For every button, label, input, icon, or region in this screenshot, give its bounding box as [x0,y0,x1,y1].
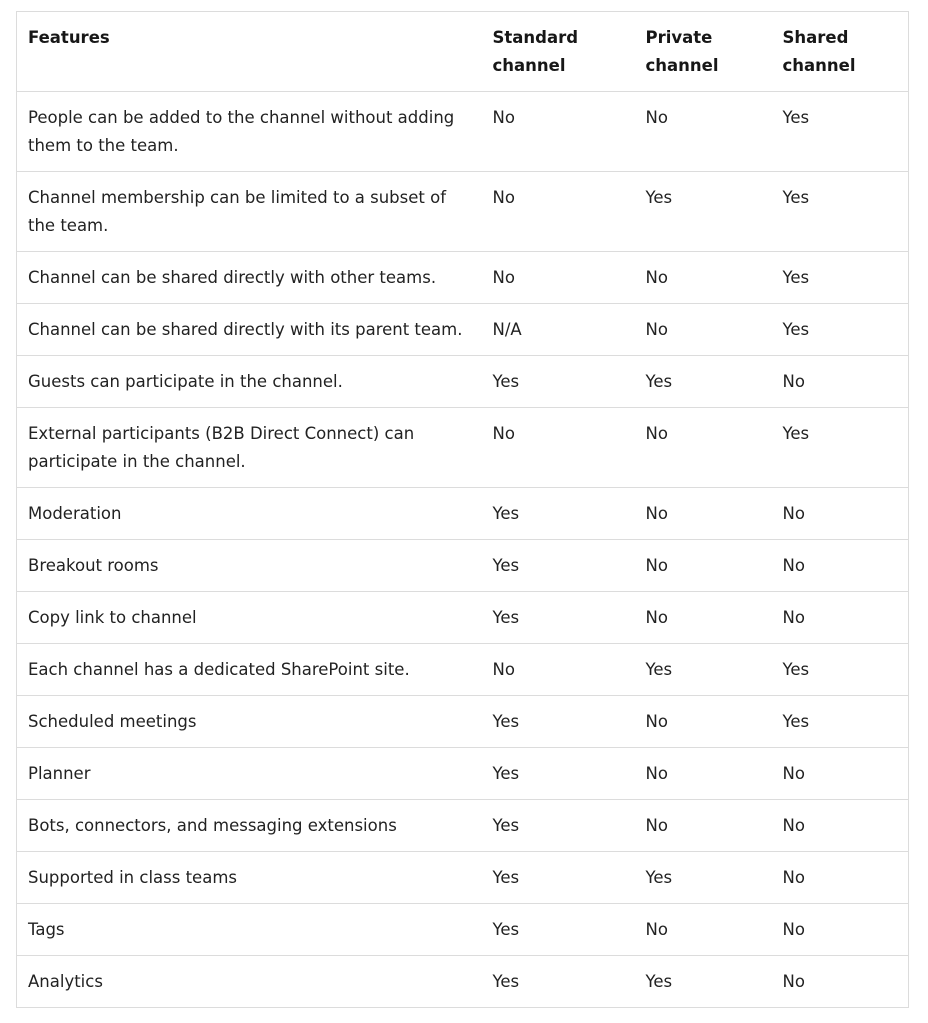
standard-channel-cell: No [482,252,635,304]
header-shared-channel: Shared channel [772,12,909,92]
shared-channel-cell: No [772,592,909,644]
feature-cell: Moderation [17,488,482,540]
shared-channel-cell: No [772,956,909,1008]
feature-cell: Channel membership can be limited to a subset of the team. [17,172,482,252]
header-row [17,12,909,92]
standard-channel-cell: Yes [482,540,635,592]
standard-channel-cell: Yes [482,800,635,852]
standard-channel-cell: No [482,644,635,696]
header-standard-channel: Standard channel [482,12,635,92]
table-row [17,356,909,408]
private-channel-cell: Yes [635,356,772,408]
table-row [17,696,909,748]
shared-channel-cell: No [772,356,909,408]
shared-channel-cell: Yes [772,304,909,356]
feature-cell: Channel can be shared directly with its parent team. [17,304,482,356]
standard-channel-cell: Yes [482,592,635,644]
table-row [17,852,909,904]
private-channel-cell: No [635,800,772,852]
private-channel-cell: No [635,408,772,488]
table-row [17,592,909,644]
feature-cell: Breakout rooms [17,540,482,592]
channel-comparison-table-wrapper [16,11,908,1008]
shared-channel-cell: No [772,748,909,800]
shared-channel-cell: No [772,852,909,904]
table-row [17,172,909,252]
feature-cell: Scheduled meetings [17,696,482,748]
table-row [17,800,909,852]
feature-cell: Channel can be shared directly with other teams. [17,252,482,304]
private-channel-cell: No [635,748,772,800]
shared-channel-cell: No [772,800,909,852]
table-row [17,748,909,800]
header-features: Features [17,12,482,92]
standard-channel-cell: No [482,172,635,252]
shared-channel-cell: No [772,540,909,592]
private-channel-cell: No [635,904,772,956]
table-row [17,644,909,696]
private-channel-cell: Yes [635,644,772,696]
shared-channel-cell: Yes [772,696,909,748]
feature-cell: Tags [17,904,482,956]
feature-cell: Supported in class teams [17,852,482,904]
table-row [17,92,909,172]
standard-channel-cell: Yes [482,904,635,956]
private-channel-cell: No [635,592,772,644]
feature-cell: External participants (B2B Direct Connect) can participate in the channel. [17,408,482,488]
standard-channel-cell: N/A [482,304,635,356]
private-channel-cell: No [635,540,772,592]
standard-channel-cell: Yes [482,956,635,1008]
private-channel-cell: Yes [635,172,772,252]
private-channel-cell: No [635,92,772,172]
table-row [17,956,909,1008]
shared-channel-cell: Yes [772,252,909,304]
table-row [17,540,909,592]
feature-cell: Copy link to channel [17,592,482,644]
standard-channel-cell: Yes [482,748,635,800]
shared-channel-cell: Yes [772,408,909,488]
table-row [17,304,909,356]
feature-cell: People can be added to the channel without adding them to the team. [17,92,482,172]
shared-channel-cell: Yes [772,644,909,696]
table-header [17,12,909,92]
private-channel-cell: No [635,304,772,356]
standard-channel-cell: Yes [482,696,635,748]
private-channel-cell: No [635,488,772,540]
table-row [17,904,909,956]
channel-comparison-table [16,11,909,1008]
table-row [17,252,909,304]
standard-channel-cell: No [482,408,635,488]
feature-cell: Guests can participate in the channel. [17,356,482,408]
standard-channel-cell: Yes [482,852,635,904]
table-body [17,92,909,1008]
shared-channel-cell: Yes [772,172,909,252]
shared-channel-cell: No [772,904,909,956]
table-row [17,408,909,488]
standard-channel-cell: Yes [482,356,635,408]
feature-cell: Planner [17,748,482,800]
table-row [17,488,909,540]
feature-cell: Analytics [17,956,482,1008]
header-private-channel: Private channel [635,12,772,92]
private-channel-cell: Yes [635,852,772,904]
feature-cell: Bots, connectors, and messaging extensions [17,800,482,852]
standard-channel-cell: Yes [482,488,635,540]
shared-channel-cell: No [772,488,909,540]
private-channel-cell: No [635,696,772,748]
shared-channel-cell: Yes [772,92,909,172]
standard-channel-cell: No [482,92,635,172]
feature-cell: Each channel has a dedicated SharePoint site. [17,644,482,696]
private-channel-cell: Yes [635,956,772,1008]
private-channel-cell: No [635,252,772,304]
